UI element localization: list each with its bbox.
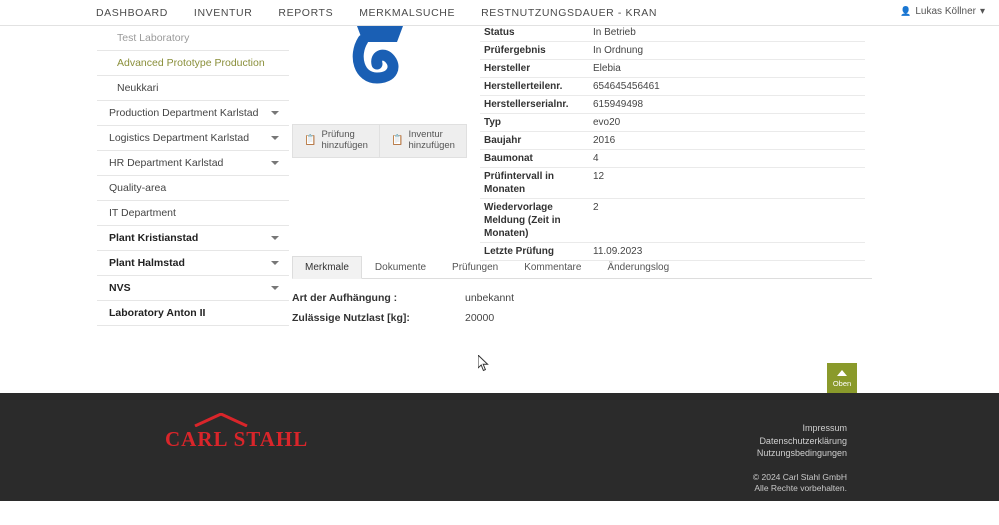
- merkmale-property-list: [292, 288, 792, 328]
- nav-item-reports[interactable]: REPORTS: [278, 6, 334, 19]
- sidebar-item-neukkari[interactable]: [97, 76, 289, 101]
- sidebar-item-laboratory-anton-ii[interactable]: [97, 301, 289, 326]
- property-row: [292, 288, 792, 308]
- property-key: Zulässige Nutzlast [kg]:: [292, 312, 410, 324]
- tab-merkmale[interactable]: Merkmale: [292, 256, 362, 279]
- user-name: Lukas Köllner: [915, 6, 976, 17]
- mouse-cursor: [478, 355, 490, 373]
- detail-row: [480, 96, 865, 114]
- detail-value: In Betrieb: [593, 27, 636, 38]
- sidebar-item-label: Plant Kristianstad: [109, 232, 199, 244]
- browser-bottom-strip: [0, 501, 999, 525]
- detail-value: 2: [593, 202, 599, 213]
- add-pruefung-line1: Prüfung: [321, 129, 355, 141]
- sidebar-item-label: HR Department Karlstad: [109, 157, 224, 169]
- detail-row: [480, 199, 865, 243]
- carl-stahl-logo: [165, 427, 308, 452]
- sidebar-item-label: Advanced Prototype Production: [117, 57, 265, 69]
- footer-link-datenschutzerklaerung[interactable]: Datenschutzerklärung: [759, 435, 847, 446]
- clipboard-icon: 📋: [304, 135, 317, 147]
- footer-link-impressum[interactable]: Impressum: [802, 423, 847, 433]
- detail-row: [480, 42, 865, 60]
- sidebar-item-hr-department-karlstad[interactable]: [97, 151, 289, 176]
- sidebar-item-quality-area[interactable]: [97, 176, 289, 201]
- copyright-line-1: © 2024 Carl Stahl GmbH: [752, 472, 847, 482]
- chevron-down-icon[interactable]: [271, 286, 279, 290]
- chevron-down-icon[interactable]: [271, 261, 279, 265]
- tab-kommentare[interactable]: Kommentare: [524, 262, 582, 273]
- detail-key: Typ: [484, 117, 502, 128]
- nav-item-restnutzungsdauer-kran[interactable]: RESTNUTZUNGSDAUER - KRAN: [481, 6, 658, 19]
- nav-item-merkmalsuche[interactable]: MERKMALSUCHE: [359, 6, 456, 19]
- user-menu[interactable]: [900, 6, 985, 17]
- detail-value: 11.09.2023: [593, 246, 643, 257]
- detail-key: Status: [484, 27, 515, 38]
- chevron-down-icon[interactable]: [271, 111, 279, 115]
- detail-row: [480, 114, 865, 132]
- detail-value: 654645456461: [593, 81, 660, 92]
- detail-key: Baujahr: [484, 135, 522, 146]
- property-key: Art der Aufhängung :: [292, 292, 398, 304]
- chevron-down-icon[interactable]: [271, 236, 279, 240]
- detail-row: [480, 168, 865, 199]
- sidebar-item-label: NVS: [109, 282, 131, 294]
- detail-row: [480, 132, 865, 150]
- chevron-down-icon[interactable]: [271, 161, 279, 165]
- detail-value: Elebia: [593, 63, 621, 74]
- copyright-line-2: Alle Rechte vorbehalten.: [754, 483, 847, 493]
- sidebar-item-label: Production Department Karlstad: [109, 107, 259, 119]
- sidebar-item-advanced-prototype-production[interactable]: [97, 51, 289, 76]
- detail-value: 2016: [593, 135, 616, 146]
- tab-dokumente[interactable]: Dokumente: [374, 262, 427, 273]
- property-value: unbekannt: [465, 292, 515, 304]
- detail-row: [480, 78, 865, 96]
- sidebar-item-nvs[interactable]: [97, 276, 289, 301]
- add-pruefung-line2: hinzufügen: [321, 140, 368, 151]
- detail-key: Prüfintervall in Monaten: [484, 171, 555, 195]
- sidebar-item-label: Test Laboratory: [117, 32, 190, 44]
- detail-tab-bar: [292, 256, 872, 279]
- sidebar-item-label: Laboratory Anton II: [109, 307, 206, 319]
- sidebar-item-plant-kristianstad[interactable]: [97, 226, 289, 251]
- sidebar-item-it-department[interactable]: [97, 201, 289, 226]
- top-navigation-bar: [0, 0, 999, 26]
- detail-row: [480, 24, 865, 42]
- detail-value: In Ordnung: [593, 45, 644, 56]
- asset-image-panel: [292, 26, 467, 158]
- detail-row: [480, 150, 865, 168]
- detail-value: 615949498: [593, 99, 644, 110]
- logo-text: CARL STAHL: [165, 427, 309, 451]
- tab-pruefungen[interactable]: Prüfungen: [452, 262, 499, 273]
- sidebar-item-logistics-department-karlstad[interactable]: [97, 126, 289, 151]
- sidebar-item-label: Quality-area: [109, 182, 167, 194]
- nav-item-list: [96, 7, 657, 19]
- footer-link-list: [757, 422, 847, 460]
- sidebar-item-label: IT Department: [109, 207, 176, 219]
- footer-copyright: [753, 472, 847, 494]
- detail-key: Wiedervorlage Meldung (Zeit in Monaten): [484, 202, 561, 239]
- detail-row: [480, 60, 865, 78]
- detail-value: 4: [593, 153, 599, 164]
- roof-icon: [193, 413, 249, 427]
- detail-key: Herstellerserialnr.: [484, 99, 569, 110]
- sidebar-item-label: Neukkari: [117, 82, 159, 94]
- detail-key: Baumonat: [484, 153, 533, 164]
- detail-key: Hersteller: [484, 63, 531, 74]
- page-footer: [0, 393, 999, 501]
- asset-action-bar: [292, 124, 467, 158]
- clipboard-icon: 📋: [391, 135, 404, 147]
- scroll-to-top-button[interactable]: [827, 363, 857, 395]
- sidebar-item-label: Logistics Department Karlstad: [109, 132, 250, 144]
- scroll-to-top-label: Oben: [832, 379, 852, 388]
- detail-value: 12: [593, 171, 605, 182]
- add-inventur-line2: hinzufügen: [408, 140, 455, 151]
- property-row: [292, 308, 792, 328]
- add-inventur-button[interactable]: [380, 125, 466, 157]
- sidebar-item-test-laboratory[interactable]: [97, 26, 289, 51]
- blue-hook-icon: [337, 26, 423, 88]
- chevron-down-icon: ▾: [979, 6, 985, 17]
- asset-detail-table: [480, 24, 865, 261]
- nav-item-inventur[interactable]: INVENTUR: [193, 6, 253, 19]
- chevron-down-icon[interactable]: [271, 136, 279, 140]
- add-pruefung-button[interactable]: [293, 125, 380, 157]
- tab-aenderungslog[interactable]: Änderungslog: [607, 262, 670, 273]
- arrow-up-icon: [837, 370, 847, 376]
- user-icon: 👤: [900, 6, 912, 16]
- detail-value: evo20: [593, 117, 621, 128]
- asset-image: [292, 26, 467, 88]
- sidebar-item-label: Plant Halmstad: [109, 257, 185, 269]
- detail-key: Letzte Prüfung: [484, 246, 554, 257]
- detail-key: Herstellerteilenr.: [484, 81, 563, 92]
- property-value: 20000: [465, 312, 495, 324]
- sidebar-item-production-department-karlstad[interactable]: [97, 101, 289, 126]
- sidebar-tree: [97, 26, 289, 326]
- nav-item-dashboard[interactable]: DASHBOARD: [96, 6, 168, 19]
- sidebar-item-plant-halmstad[interactable]: [97, 251, 289, 276]
- add-inventur-line1: Inventur: [408, 129, 443, 141]
- footer-link-nutzungsbedingungen[interactable]: Nutzungsbedingungen: [756, 448, 847, 458]
- detail-key: Prüfergebnis: [484, 45, 546, 56]
